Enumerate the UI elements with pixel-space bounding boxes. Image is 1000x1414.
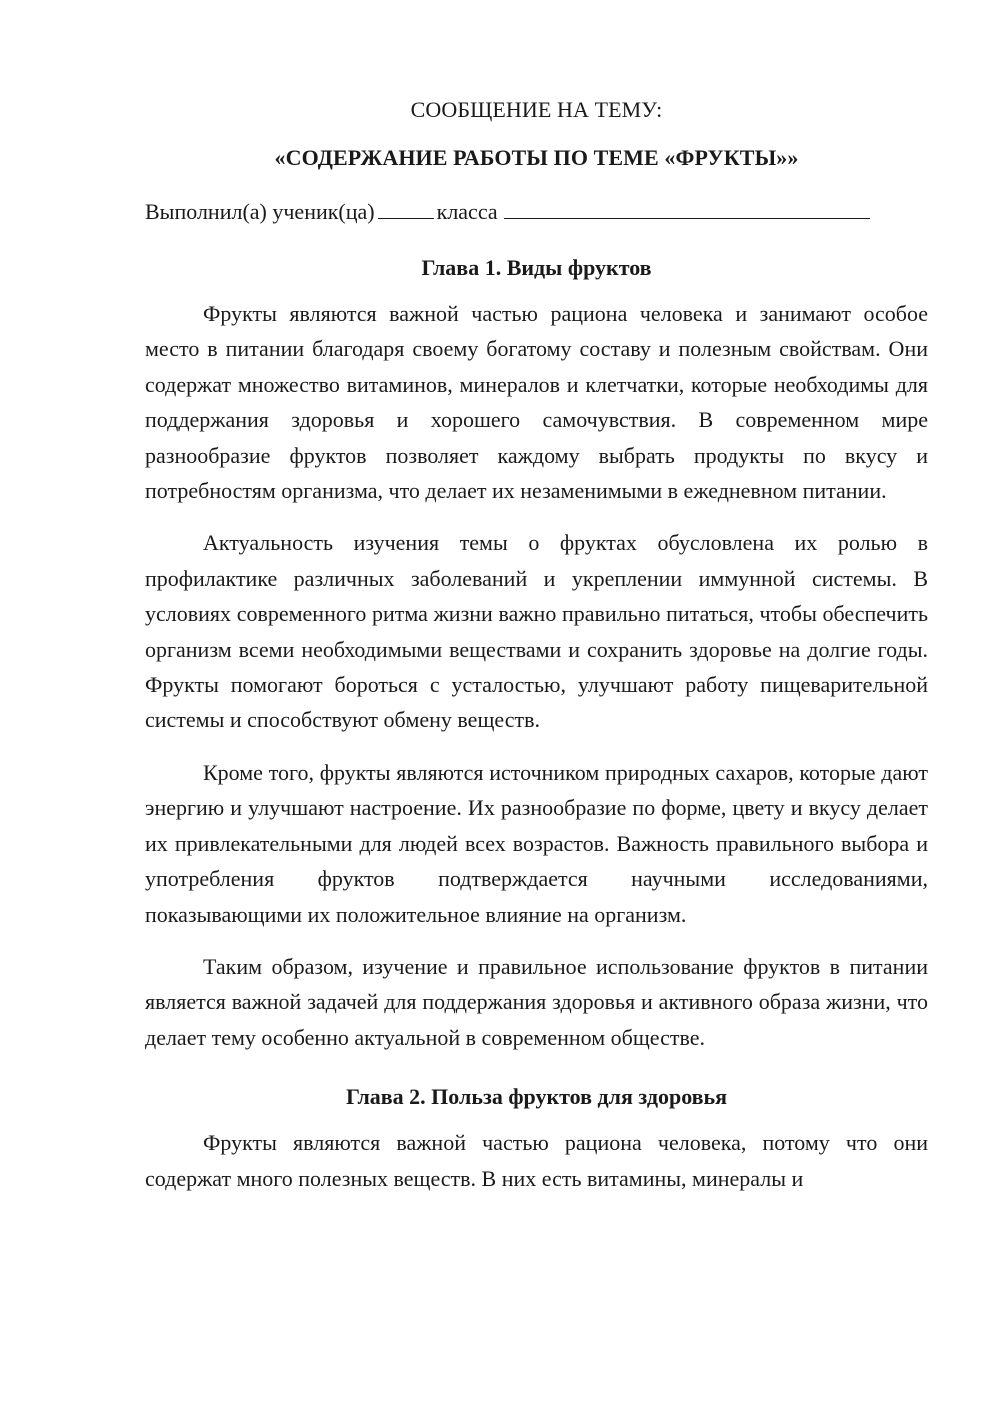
document-title-line-2: «СОДЕРЖАНИЕ РАБОТЫ ПО ТЕМЕ «ФРУКТЫ»» [274,145,799,170]
document-page [145,92,928,1213]
chapter-1-paragraph: Актуальность изучения темы о фруктах обусловлена их ролью в профилактике различных заболеваний и укреплении иммунной системы. В условиях современного ритма жизни важно правильно питаться, чтобы обеспечить организм всеми необходимыми веществами и сохранить здоровье на долгие годы. Фрукты помогают бороться с усталостью, улучшают работу пищеварительной системы и способствуют обмену веществ. [145,530,928,733]
student-info-line [145,194,928,230]
student-name-blank[interactable] [504,196,870,219]
chapter-1-paragraph: Кроме того, фрукты являются источником природных сахаров, которые дают энергию и улучшают настроение. Их разнообразие по форме, цвету и вкусу делает их привлекательными для людей всех возрастов. Важность правильного выбора и употребления фруктов подтверждается научными исследованиями, показывающими их положительное влияние на организм. [145,759,928,927]
chapter-1-paragraph: Фрукты являются важной частью рациона человека и занимают особое место в питании благодаря своему богатому составу и полезным свойствам. Они содержат множество витаминов, минералов и клетчатки, которые необходимы для поддержания здоровья и хорошего самочувствия. В современном мире разнообразие фруктов позволяет каждому выбрать продукты по вкусу и потребностям организма, что делает их незаменимыми в ежедневном питании. [145,301,928,504]
class-number-blank[interactable] [378,196,434,219]
chapter-1-heading: Глава 1. Виды фруктов [421,255,652,280]
document-title-line-1: СООБЩЕНИЕ НА ТЕМУ: [410,97,663,122]
chapter-2-paragraph: Фрукты являются важной частью рациона человека, потому что они содержат много полезных веществ. В них есть витамины, минералы и [145,1130,928,1191]
student-label: Выполнил(а) ученик(ца) [145,199,375,224]
chapter-1-paragraph: Таким образом, изучение и правильное использование фруктов в питании является важной задачей для поддержания здоровья и активного образа жизни, что делает тему особенно актуальной в современном обществе. [145,953,928,1050]
class-label: класса [436,199,498,224]
chapter-2-heading: Глава 2. Польза фруктов для здоровья [345,1084,728,1110]
